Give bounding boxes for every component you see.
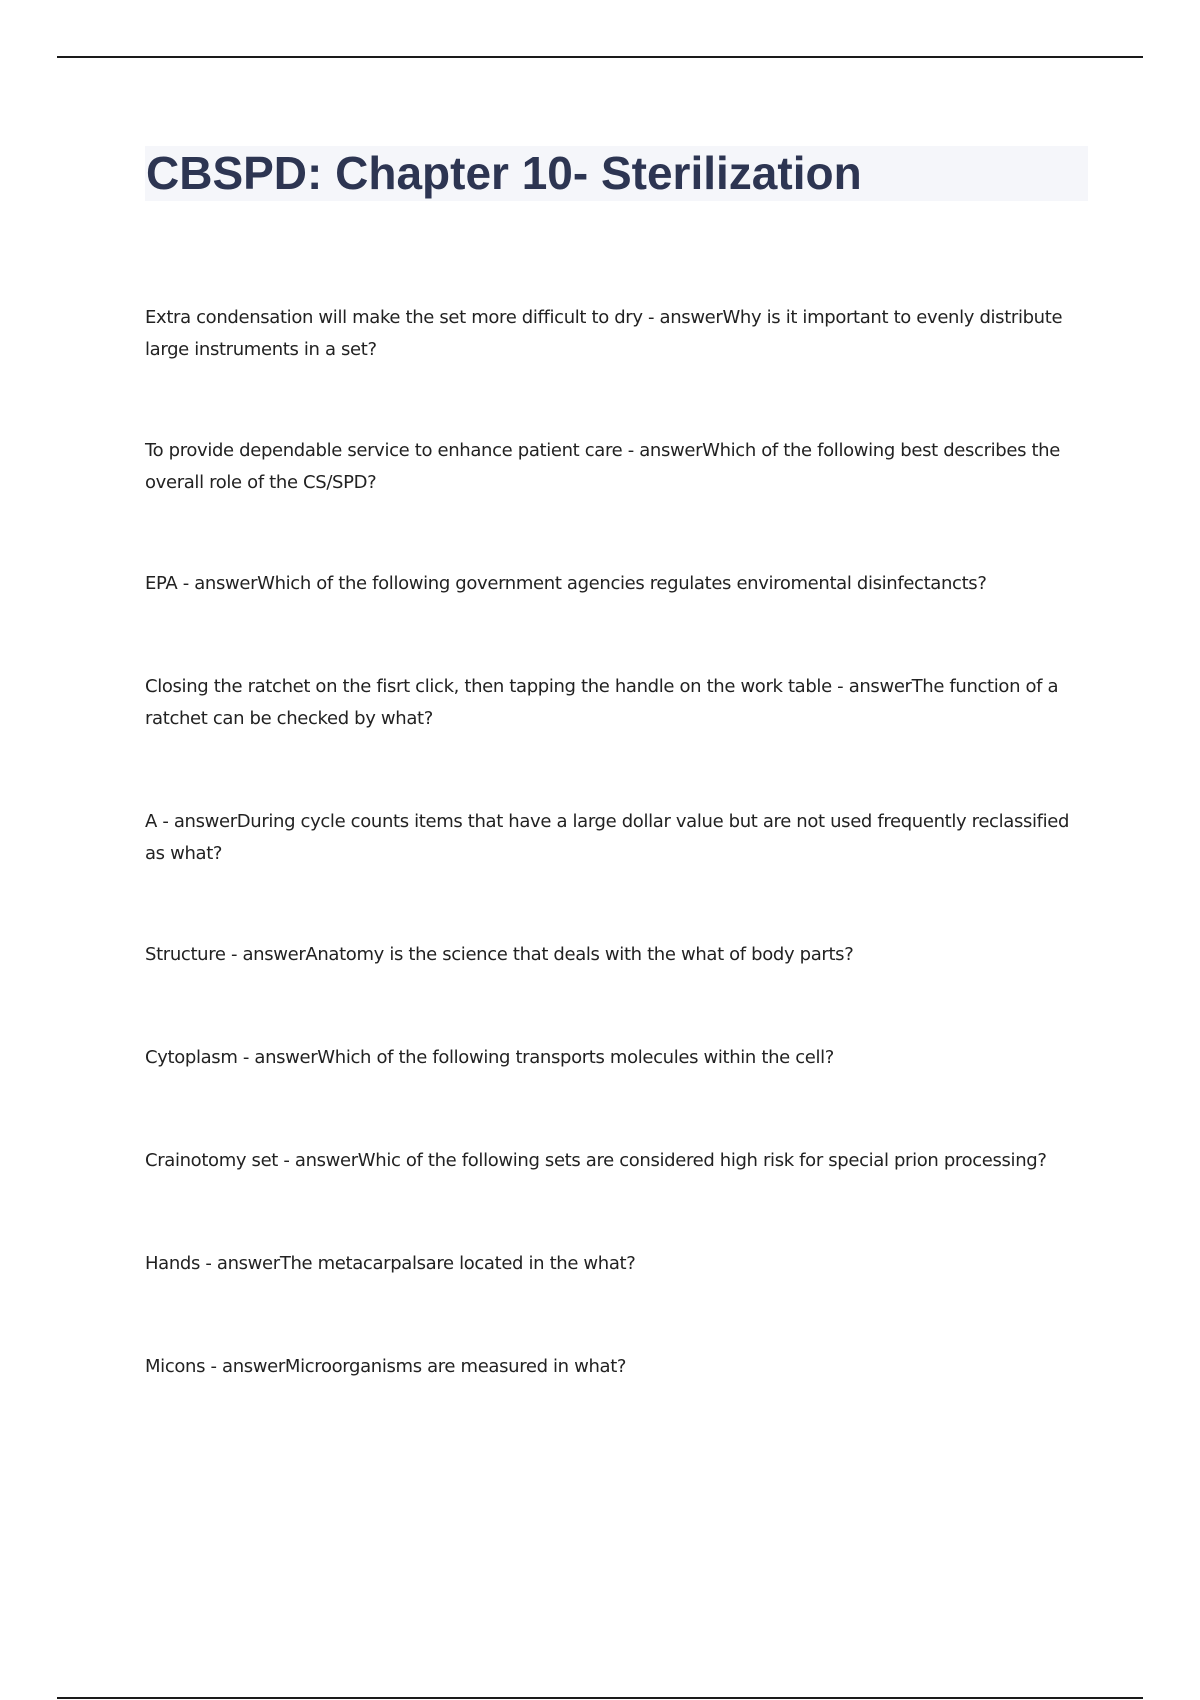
header-rule — [57, 56, 1143, 58]
qa-item: Crainotomy set - answerWhic of the following sets are considered high risk for special prion processing? — [145, 1150, 1047, 1171]
qa-item: Cytoplasm - answerWhich of the following transports molecules within the cell? — [145, 1047, 835, 1068]
page-title: CBSPD: Chapter 10- Sterilization — [146, 147, 862, 199]
qa-item: Structure - answerAnatomy is the science that deals with the what of body parts? — [145, 944, 854, 965]
footer-rule — [57, 1697, 1143, 1699]
qa-item: Closing the ratchet on the fisrt click, then tapping the handle on the work table - answerThe function of a ratchet can be checked by what? — [145, 676, 1059, 729]
qa-item: To provide dependable service to enhance patient care - answerWhich of the following best describes the overall role of the CS/SPD? — [145, 440, 1060, 493]
qa-item: Extra condensation will make the set more difficult to dry - answerWhy is it important to evenly distribute large instruments in a set? — [145, 307, 1063, 360]
qa-item: Hands - answerThe metacarpalsare located in the what? — [145, 1253, 636, 1274]
qa-item: EPA - answerWhich of the following government agencies regulates enviromental disinfectancts? — [145, 573, 987, 594]
qa-item: Micons - answerMicroorganisms are measured in what? — [145, 1356, 627, 1377]
qa-item: A - answerDuring cycle counts items that have a large dollar value but are not used frequently reclassified as what? — [145, 811, 1070, 864]
